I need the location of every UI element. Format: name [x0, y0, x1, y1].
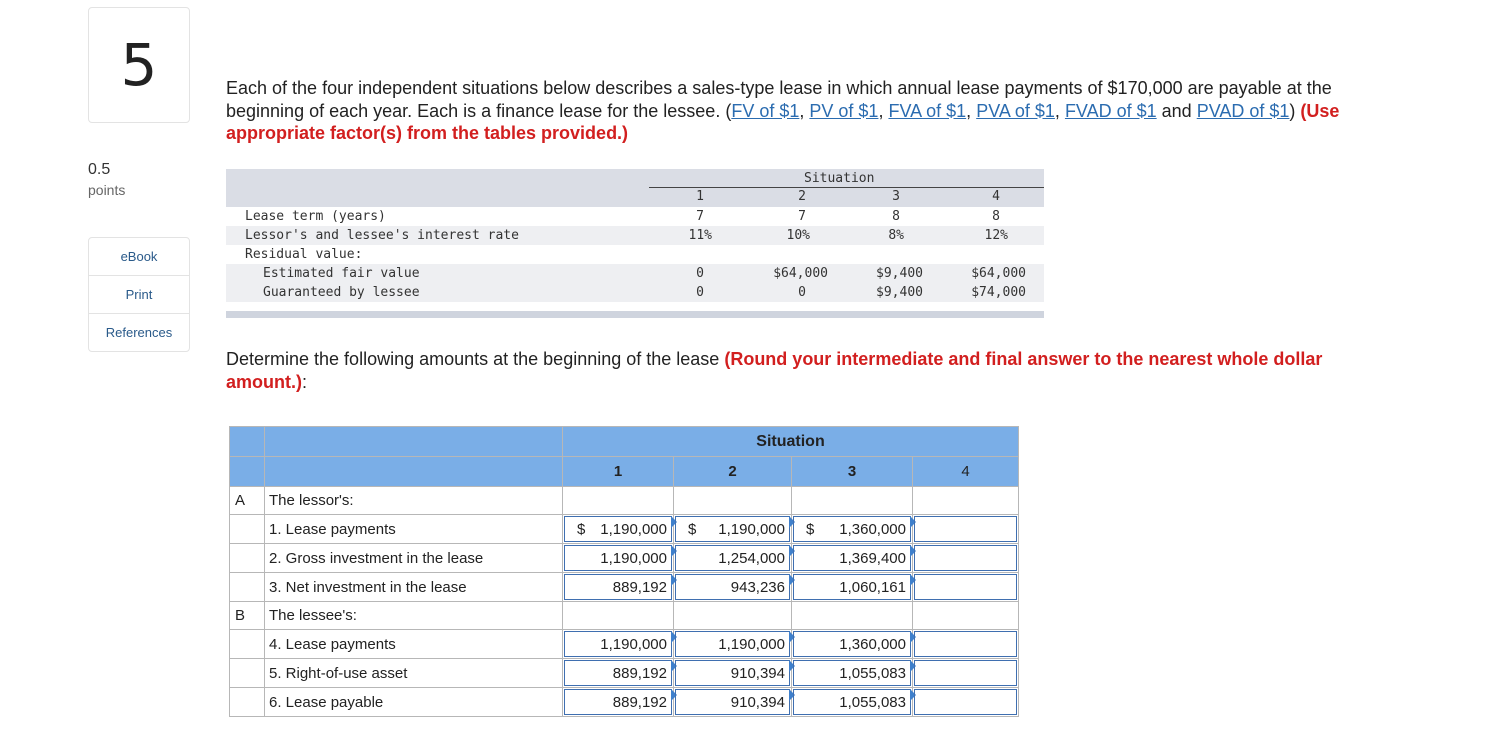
answer-input[interactable]	[914, 574, 1017, 600]
header-band	[226, 169, 1044, 207]
answer-input[interactable]	[675, 574, 790, 600]
answer-value: 910,394	[730, 664, 785, 682]
answer-input[interactable]	[564, 689, 672, 715]
answer-table	[229, 426, 1019, 717]
situation-rule	[649, 187, 1044, 188]
section-letter: A	[230, 487, 265, 515]
points-label: points	[88, 182, 126, 198]
col-header: 3	[892, 189, 900, 204]
section-heading: The lessee's:	[265, 602, 563, 630]
cell: 0	[798, 285, 806, 300]
answer-value: 1,060,161	[839, 578, 906, 596]
row-label: Guaranteed by lessee	[263, 285, 420, 300]
link-pvad-of-1[interactable]: PVAD of $1	[1196, 100, 1290, 121]
empty-cell	[913, 602, 1019, 630]
section-letter: B	[230, 602, 265, 630]
answer-input[interactable]	[914, 631, 1017, 657]
cell: 0	[696, 266, 704, 281]
empty-cell	[230, 630, 265, 659]
answer-value: 910,394	[730, 693, 785, 711]
cell: $9,400	[876, 266, 923, 281]
row-label: 6. Lease payable	[265, 688, 563, 717]
dollar-sign: $	[688, 520, 697, 538]
dollar-sign: $	[806, 520, 815, 538]
empty-cell	[230, 515, 265, 544]
answer-input[interactable]	[914, 689, 1017, 715]
answer-td	[792, 630, 913, 659]
ebook-button[interactable]: eBook	[89, 238, 189, 276]
answer-td	[674, 544, 792, 573]
instruction-text: Determine the following amounts at the beginning of the lease	[226, 349, 725, 369]
col-header-2: 2	[674, 457, 792, 487]
cell: 0	[696, 285, 704, 300]
link-fv-of-1[interactable]: FV of $1	[731, 100, 800, 121]
empty-cell	[230, 573, 265, 602]
col-header-4: 4	[913, 457, 1019, 487]
separator: )	[1289, 100, 1296, 121]
answer-td	[913, 688, 1019, 717]
answer-input[interactable]	[564, 574, 672, 600]
answer-td	[674, 659, 792, 688]
answer-value: 1,190,000	[600, 549, 667, 567]
empty-cell	[230, 659, 265, 688]
link-fva-of-1[interactable]: FVA of $1	[888, 100, 967, 121]
answer-input[interactable]	[793, 660, 911, 686]
col-header-3: 3	[792, 457, 913, 487]
reference-table	[226, 169, 1044, 318]
row-label: 5. Right-of-use asset	[265, 659, 563, 688]
situation-header: Situation	[563, 427, 1019, 457]
answer-input[interactable]	[675, 689, 790, 715]
answer-td	[674, 688, 792, 717]
answer-input[interactable]	[793, 545, 911, 571]
answer-value: 1,369,400	[839, 549, 906, 567]
cell: 8%	[888, 228, 904, 243]
col-header: 2	[798, 189, 806, 204]
footer-band	[226, 311, 1044, 318]
cell: 7	[696, 209, 704, 224]
cell: $9,400	[876, 285, 923, 300]
answer-td	[563, 688, 674, 717]
answer-td	[792, 515, 913, 544]
answer-td	[792, 573, 913, 602]
references-button[interactable]: References	[105, 325, 173, 340]
empty-cell	[563, 487, 674, 515]
cell: 8	[992, 209, 1000, 224]
answer-input[interactable]	[793, 631, 911, 657]
answer-input[interactable]	[564, 545, 672, 571]
rounding-note: (Round your intermediate and final answer to the nearest whole dollar amount.)	[226, 349, 1323, 392]
situation-label: Situation	[804, 171, 875, 186]
answer-input[interactable]	[914, 516, 1017, 542]
answer-value: 1,360,000	[839, 635, 906, 653]
answer-td	[674, 515, 792, 544]
col-header: 4	[992, 189, 1000, 204]
cell: 11%	[688, 228, 712, 243]
row-label: Estimated fair value	[263, 266, 420, 281]
answer-input[interactable]	[793, 516, 911, 542]
points-value: 0.5	[88, 161, 111, 178]
answer-td	[792, 544, 913, 573]
answer-td	[913, 544, 1019, 573]
link-fvad-of-1[interactable]: FVAD of $1	[1064, 100, 1157, 121]
side-buttons	[88, 237, 190, 352]
answer-value: 1,190,000	[600, 635, 667, 653]
answer-td	[674, 630, 792, 659]
cell: 7	[798, 209, 806, 224]
instruction	[226, 348, 1376, 394]
col-header-1: 1	[563, 457, 674, 487]
answer-td	[563, 544, 674, 573]
answer-value: 943,236	[730, 578, 785, 596]
answer-value: 1,190,000	[600, 520, 667, 538]
cell: $74,000	[971, 285, 1026, 300]
header-cell	[230, 427, 265, 457]
col-header: 1	[696, 189, 704, 204]
row-label: Residual value:	[245, 247, 363, 262]
answer-input[interactable]	[564, 660, 672, 686]
row-label: 3. Net investment in the lease	[265, 573, 563, 602]
answer-td	[563, 630, 674, 659]
answer-td	[913, 573, 1019, 602]
separator: ,	[799, 100, 810, 121]
separator: and	[1156, 100, 1197, 121]
prompt-instruction: (Use appropriate factor(s) from the tables provided.)	[226, 100, 1340, 143]
answer-value: 889,192	[612, 578, 667, 596]
row-label: Lease term (years)	[245, 209, 386, 224]
answer-input[interactable]	[564, 516, 672, 542]
header-cell	[230, 457, 265, 487]
cell: $64,000	[971, 266, 1026, 281]
cell: $64,000	[773, 266, 828, 281]
answer-input[interactable]	[675, 545, 790, 571]
row-label: Lessor's and lessee's interest rate	[245, 228, 519, 243]
answer-input[interactable]	[914, 545, 1017, 571]
answer-value: 1,055,083	[839, 693, 906, 711]
answer-input[interactable]	[675, 660, 790, 686]
header-cell	[265, 457, 563, 487]
row-label: 1. Lease payments	[265, 515, 563, 544]
answer-value: 1,360,000	[839, 520, 906, 538]
empty-cell	[230, 688, 265, 717]
link-pva-of-1[interactable]: PVA of $1	[976, 100, 1055, 121]
answer-value: 1,190,000	[718, 635, 785, 653]
answer-value: 1,190,000	[718, 520, 785, 538]
answer-input[interactable]	[675, 516, 790, 542]
prompt-text: Each of the four independent situations below describes a sales-type lease in which annual lease payments of $170,000 are payable at the beginning of each year. Each is a finance lease for the lessee. (	[226, 78, 1332, 121]
cell: 8	[892, 209, 900, 224]
answer-input[interactable]	[914, 660, 1017, 686]
separator: ,	[878, 100, 889, 121]
answer-td	[563, 659, 674, 688]
row-label: 4. Lease payments	[265, 630, 563, 659]
question-number: 5	[88, 7, 190, 123]
answer-td	[913, 659, 1019, 688]
dollar-sign: $	[577, 520, 586, 538]
question-prompt	[226, 77, 1396, 145]
answer-input[interactable]	[793, 689, 911, 715]
answer-td	[792, 659, 913, 688]
empty-cell	[792, 487, 913, 515]
header-cell	[265, 427, 563, 457]
section-heading: The lessor's:	[265, 487, 563, 515]
question-points	[88, 160, 125, 200]
answer-value: 1,254,000	[718, 549, 785, 567]
separator: ,	[966, 100, 977, 121]
empty-cell	[674, 602, 792, 630]
empty-cell	[913, 487, 1019, 515]
answer-input[interactable]	[675, 631, 790, 657]
link-pv-of-1[interactable]: PV of $1	[809, 100, 879, 121]
cell: 10%	[786, 228, 810, 243]
answer-td	[563, 573, 674, 602]
colon: :	[302, 372, 308, 392]
cell: 12%	[984, 228, 1008, 243]
answer-td	[792, 688, 913, 717]
row-label: 2. Gross investment in the lease	[265, 544, 563, 573]
answer-value: 889,192	[612, 693, 667, 711]
print-button[interactable]: Print	[89, 276, 189, 314]
answer-input[interactable]	[793, 574, 911, 600]
empty-cell	[792, 602, 913, 630]
separator: ,	[1054, 100, 1065, 121]
empty-cell	[563, 602, 674, 630]
empty-cell	[230, 544, 265, 573]
answer-td	[913, 515, 1019, 544]
answer-value: 889,192	[612, 664, 667, 682]
answer-td	[563, 515, 674, 544]
answer-td	[913, 630, 1019, 659]
answer-input[interactable]	[564, 631, 672, 657]
answer-td	[674, 573, 792, 602]
empty-cell	[674, 487, 792, 515]
answer-value: 1,055,083	[839, 664, 906, 682]
